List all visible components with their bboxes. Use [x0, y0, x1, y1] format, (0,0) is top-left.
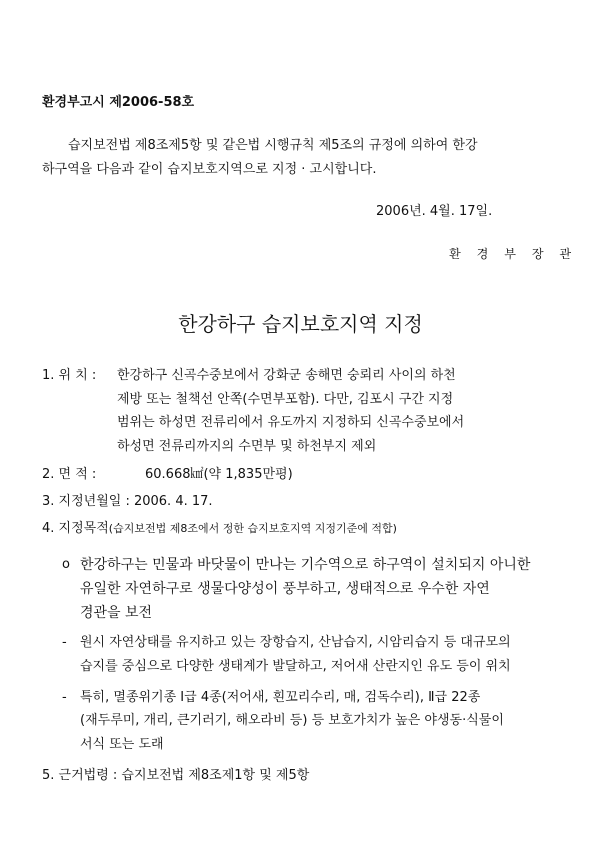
notice-date: 2006년. 4월. 17일. [376, 204, 493, 219]
dash-line: 습지를 중심으로 다양한 생태계가 발달하고, 저어새 산란지인 유도 등이 위치 [80, 659, 511, 674]
section-location-label: 1. 위 치 : [42, 368, 97, 383]
section-purpose-note: (습지보전법 제8조에서 정한 습지보호지역 지정기준에 적합) [108, 522, 397, 535]
section-location-line: 범위는 하성면 전류리에서 유도까지 지정하되 신곡수중보에서 [117, 415, 465, 430]
section-designation-date: 3. 지정년월일 : 2006. 4. 17. [42, 494, 213, 509]
issuer: 환 경 부 장 관 [449, 247, 578, 261]
section-legal-basis: 5. 근거법령 : 습지보전법 제8조제1항 및 제5항 [42, 768, 310, 783]
dash-marker: - [62, 635, 67, 650]
section-area-label: 2. 면 적 : [42, 467, 97, 482]
dash-line: 원시 자연상태를 유지하고 있는 장항습지, 산남습지, 시암리습지 등 대규모의 [80, 635, 511, 650]
notice-number: 환경부고시 제2006-58호 [42, 95, 195, 110]
intro-line-1: 습지보전법 제8조제5항 및 같은법 시행규칙 제5조의 규정에 의하여 한강 [68, 138, 478, 153]
section-area-value: 60.668㎢(약 1,835만평) [145, 467, 293, 482]
bullet-line: 한강하구는 민물과 바닷물이 만나는 기수역으로 하구역이 설치되지 아니한 [80, 557, 531, 573]
dash-marker: - [62, 690, 67, 705]
section-purpose-label: 4. 지정목적 [42, 521, 109, 536]
section-location-line: 제방 또는 철책선 안쪽(수면부포함). 다만, 김포시 구간 지정 [117, 392, 454, 407]
dash-line: (재두루미, 개리, 큰기러기, 해오라비 등) 등 보호가치가 높은 야생동·식물이 [80, 713, 504, 728]
dash-line: 서식 또는 도래 [80, 737, 164, 752]
intro-line-2: 하구역을 다음과 같이 습지보호지역으로 지정 · 고시합니다. [42, 162, 377, 177]
section-location-line: 하성면 전류리까지의 수면부 및 하천부지 제외 [117, 439, 377, 454]
dash-line: 특히, 멸종위기종 Ⅰ급 4종(저어새, 흰꼬리수리, 매, 검독수리), Ⅱ급 22종 [80, 690, 481, 705]
section-location-line: 한강하구 신곡수중보에서 강화군 송해면 숭뢰리 사이의 하천 [117, 368, 456, 383]
bullet-circle-marker: o [62, 557, 70, 572]
bullet-line: 유일한 자연하구로 생물다양성이 풍부하고, 생태적으로 우수한 자연 [80, 581, 490, 597]
section-purpose [42, 521, 397, 537]
page-title: 한강하구 습지보호지역 지정 [178, 312, 423, 336]
bullet-line: 경관을 보전 [80, 605, 153, 621]
